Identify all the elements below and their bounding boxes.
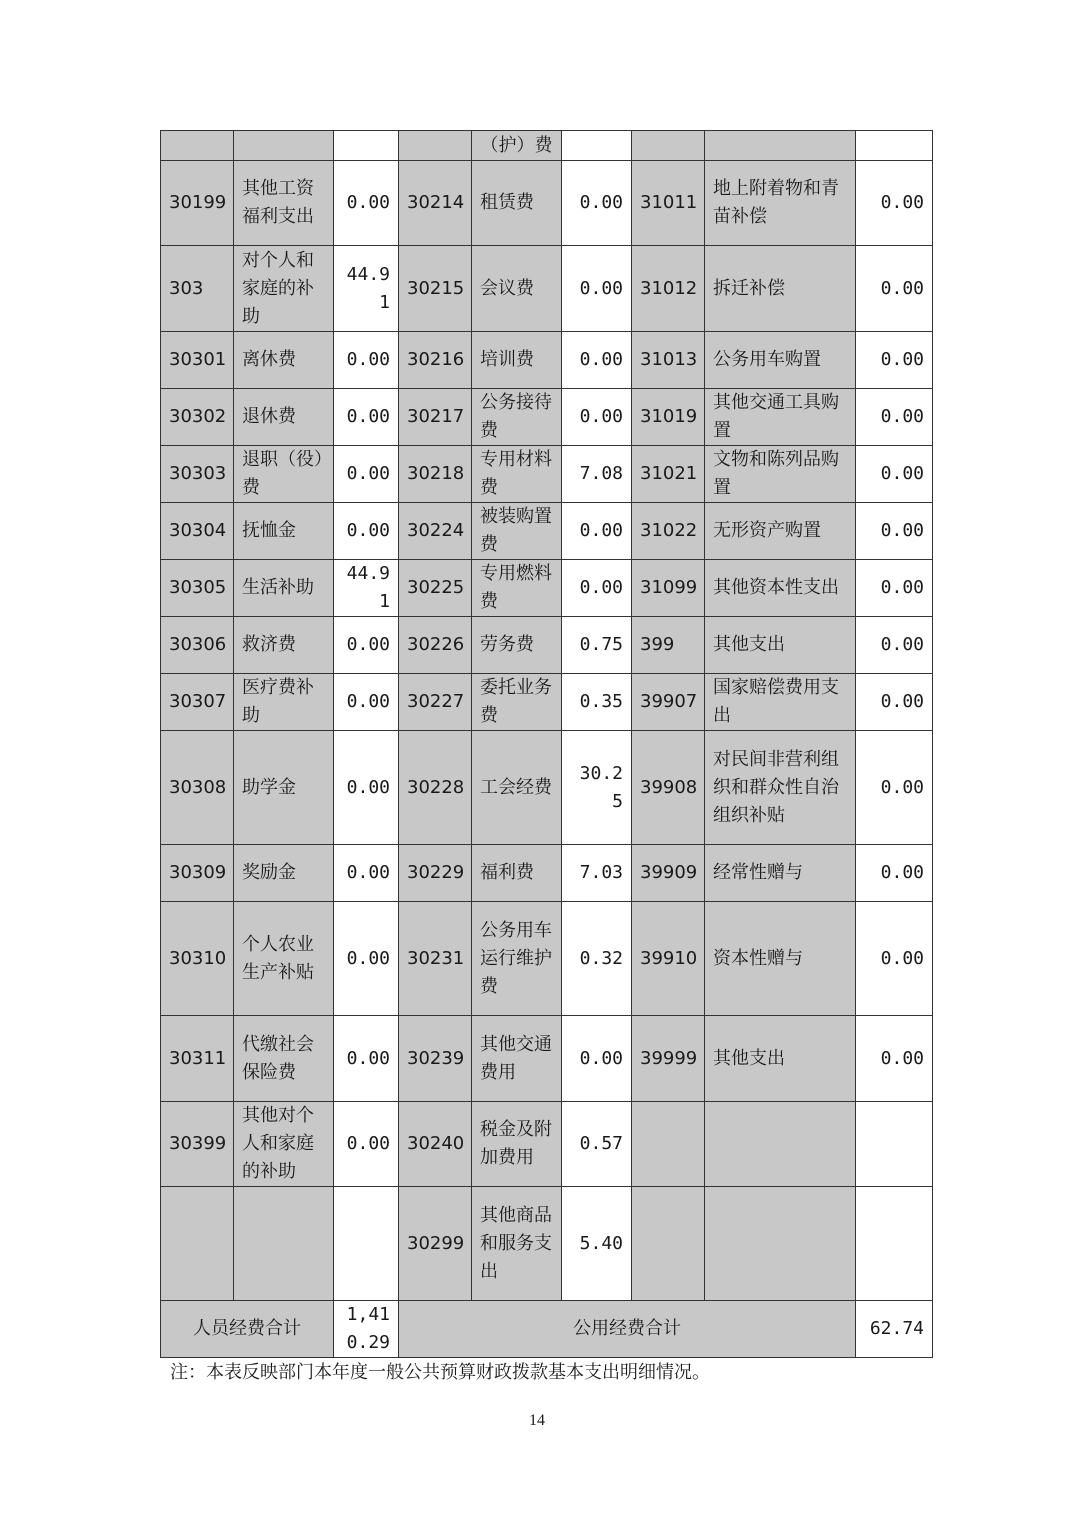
econ-name-cell: 其他工资福利支出 <box>234 161 334 246</box>
amount-cell: 0.00 <box>334 446 399 503</box>
econ-name-cell: 文物和陈列品购置 <box>705 446 856 503</box>
econ-code-cell: 30214 <box>399 161 472 246</box>
econ-name-cell: 工会经费 <box>472 731 562 845</box>
econ-code-cell: 31022 <box>632 503 705 560</box>
econ-name-cell: 退职（役）费 <box>234 446 334 503</box>
econ-code-cell: 39999 <box>632 1016 705 1102</box>
econ-name-cell: 公务用车购置 <box>705 332 856 389</box>
amount-cell: 0.00 <box>856 246 933 332</box>
econ-code-cell: 31019 <box>632 389 705 446</box>
amount-cell: 0.00 <box>334 731 399 845</box>
econ-code-cell: 39908 <box>632 731 705 845</box>
amount-cell: 44.91 <box>334 560 399 617</box>
table-note: 注：本表反映部门本年度一般公共预算财政拨款基本支出明细情况。 <box>170 1362 710 1383</box>
econ-name-cell: 拆迁补偿 <box>705 246 856 332</box>
amount-cell: 0.35 <box>562 674 632 731</box>
amount-cell <box>856 1102 933 1187</box>
econ-code-cell: 31013 <box>632 332 705 389</box>
amount-cell: 5.40 <box>562 1187 632 1301</box>
amount-cell: 0.00 <box>856 446 933 503</box>
econ-code-cell: 30218 <box>399 446 472 503</box>
econ-code-cell: 31099 <box>632 560 705 617</box>
amount-cell: 0.32 <box>562 902 632 1016</box>
amount-cell: 0.00 <box>856 1016 933 1102</box>
econ-code-cell: 39907 <box>632 674 705 731</box>
amount-cell: 7.08 <box>562 446 632 503</box>
econ-name-cell <box>705 1102 856 1187</box>
amount-cell: 0.00 <box>334 1016 399 1102</box>
econ-name-cell: 培训费 <box>472 332 562 389</box>
amount-cell: 0.00 <box>334 674 399 731</box>
amount-cell: 0.00 <box>562 503 632 560</box>
amount-cell: 0.00 <box>334 845 399 902</box>
econ-name-cell: 其他交通工具购置 <box>705 389 856 446</box>
amount-cell: 0.00 <box>856 674 933 731</box>
amount-cell: 0.00 <box>856 389 933 446</box>
table-row <box>161 560 933 617</box>
econ-code-cell: 39910 <box>632 902 705 1016</box>
econ-code-cell: 30310 <box>161 902 234 1016</box>
econ-name-cell: 奖励金 <box>234 845 334 902</box>
table-row <box>161 1016 933 1102</box>
public-total-label: 公用经费合计 <box>399 1301 856 1358</box>
amount-cell: 0.00 <box>334 1102 399 1187</box>
econ-name-cell: 资本性赠与 <box>705 902 856 1016</box>
econ-code-cell <box>632 131 705 161</box>
econ-code-cell: 30228 <box>399 731 472 845</box>
amount-cell: 0.00 <box>562 246 632 332</box>
econ-code-cell: 30225 <box>399 560 472 617</box>
econ-name-cell: 其他对个人和家庭的补助 <box>234 1102 334 1187</box>
amount-cell: 0.00 <box>856 617 933 674</box>
econ-name-cell: 被装购置费 <box>472 503 562 560</box>
econ-code-cell: 30307 <box>161 674 234 731</box>
econ-code-cell: 30227 <box>399 674 472 731</box>
amount-cell: 0.00 <box>856 332 933 389</box>
amount-cell <box>562 131 632 161</box>
econ-code-cell: 30239 <box>399 1016 472 1102</box>
econ-code-cell: 30305 <box>161 560 234 617</box>
econ-code-cell <box>399 131 472 161</box>
econ-name-cell: 会议费 <box>472 246 562 332</box>
expenditure-detail-table <box>160 130 933 1358</box>
amount-cell: 0.00 <box>334 332 399 389</box>
econ-name-cell: 救济费 <box>234 617 334 674</box>
table-row <box>161 161 933 246</box>
econ-code-cell: 30231 <box>399 902 472 1016</box>
econ-name-cell: 抚恤金 <box>234 503 334 560</box>
econ-name-cell: 对个人和家庭的补助 <box>234 246 334 332</box>
econ-name-cell: 租赁费 <box>472 161 562 246</box>
table-row <box>161 845 933 902</box>
econ-code-cell: 30226 <box>399 617 472 674</box>
econ-code-cell: 30199 <box>161 161 234 246</box>
table-row <box>161 389 933 446</box>
econ-code-cell: 30299 <box>399 1187 472 1301</box>
econ-name-cell: 福利费 <box>472 845 562 902</box>
amount-cell: 0.00 <box>334 161 399 246</box>
econ-code-cell: 30240 <box>399 1102 472 1187</box>
econ-code-cell: 30308 <box>161 731 234 845</box>
econ-name-cell: 专用材料费 <box>472 446 562 503</box>
econ-code-cell: 30399 <box>161 1102 234 1187</box>
econ-code-cell <box>161 131 234 161</box>
amount-cell <box>856 1187 933 1301</box>
amount-cell: 0.00 <box>856 503 933 560</box>
table-row <box>161 1187 933 1301</box>
amount-cell: 0.00 <box>562 161 632 246</box>
table-row <box>161 131 933 161</box>
econ-name-cell: 其他支出 <box>705 1016 856 1102</box>
econ-name-cell: 代缴社会保险费 <box>234 1016 334 1102</box>
amount-cell: 0.00 <box>856 845 933 902</box>
econ-name-cell: 个人农业生产补贴 <box>234 902 334 1016</box>
amount-cell: 0.00 <box>334 503 399 560</box>
table-row <box>161 446 933 503</box>
econ-code-cell: 30311 <box>161 1016 234 1102</box>
econ-code-cell <box>161 1187 234 1301</box>
amount-cell: 44.91 <box>334 246 399 332</box>
table-row <box>161 731 933 845</box>
econ-name-cell <box>705 1187 856 1301</box>
econ-code-cell: 30217 <box>399 389 472 446</box>
amount-cell: 0.00 <box>856 731 933 845</box>
table-row <box>161 1102 933 1187</box>
table-row <box>161 246 933 332</box>
econ-code-cell: 30301 <box>161 332 234 389</box>
amount-cell: 0.00 <box>856 902 933 1016</box>
totals-row <box>161 1301 933 1358</box>
table-body <box>161 131 933 1358</box>
page-number: 14 <box>529 1412 545 1429</box>
table-row <box>161 617 933 674</box>
personnel-total-value: 1,410.29 <box>334 1301 399 1358</box>
amount-cell <box>856 131 933 161</box>
table-row <box>161 674 933 731</box>
amount-cell: 0.00 <box>856 560 933 617</box>
econ-name-cell: 委托业务费 <box>472 674 562 731</box>
econ-code-cell: 30303 <box>161 446 234 503</box>
amount-cell: 0.00 <box>334 389 399 446</box>
public-total-value: 62.74 <box>856 1301 933 1358</box>
econ-code-cell: 30216 <box>399 332 472 389</box>
econ-name-cell <box>705 131 856 161</box>
econ-code-cell: 30224 <box>399 503 472 560</box>
econ-code-cell: 39909 <box>632 845 705 902</box>
amount-cell <box>334 131 399 161</box>
amount-cell: 0.00 <box>562 332 632 389</box>
econ-name-cell: 公务用车运行维护费 <box>472 902 562 1016</box>
econ-name-cell: 劳务费 <box>472 617 562 674</box>
econ-name-cell <box>234 1187 334 1301</box>
econ-code-cell: 30304 <box>161 503 234 560</box>
table-row <box>161 332 933 389</box>
econ-code-cell <box>632 1102 705 1187</box>
econ-name-cell: 其他支出 <box>705 617 856 674</box>
econ-code-cell: 399 <box>632 617 705 674</box>
amount-cell: 0.00 <box>334 902 399 1016</box>
econ-code-cell: 303 <box>161 246 234 332</box>
amount-cell: 0.00 <box>562 389 632 446</box>
table-row <box>161 902 933 1016</box>
econ-name-cell: 专用燃料费 <box>472 560 562 617</box>
econ-code-cell: 30302 <box>161 389 234 446</box>
amount-cell: 0.75 <box>562 617 632 674</box>
econ-name-cell: 医疗费补助 <box>234 674 334 731</box>
econ-name-cell <box>234 131 334 161</box>
econ-name-cell: 助学金 <box>234 731 334 845</box>
econ-name-cell: 退休费 <box>234 389 334 446</box>
econ-name-cell: （护）费 <box>472 131 562 161</box>
econ-name-cell: 其他交通费用 <box>472 1016 562 1102</box>
econ-name-cell: 生活补助 <box>234 560 334 617</box>
econ-name-cell: 无形资产购置 <box>705 503 856 560</box>
econ-name-cell: 其他商品和服务支出 <box>472 1187 562 1301</box>
amount-cell: 0.57 <box>562 1102 632 1187</box>
amount-cell: 0.00 <box>562 1016 632 1102</box>
amount-cell <box>334 1187 399 1301</box>
table-row <box>161 503 933 560</box>
econ-code-cell: 31021 <box>632 446 705 503</box>
econ-name-cell: 地上附着物和青苗补偿 <box>705 161 856 246</box>
amount-cell: 30.25 <box>562 731 632 845</box>
econ-code-cell <box>632 1187 705 1301</box>
amount-cell: 0.00 <box>562 560 632 617</box>
econ-code-cell: 30309 <box>161 845 234 902</box>
econ-code-cell: 30229 <box>399 845 472 902</box>
econ-code-cell: 30306 <box>161 617 234 674</box>
econ-name-cell: 其他资本性支出 <box>705 560 856 617</box>
econ-name-cell: 经常性赠与 <box>705 845 856 902</box>
amount-cell: 7.03 <box>562 845 632 902</box>
econ-name-cell: 对民间非营利组织和群众性自治组织补贴 <box>705 731 856 845</box>
econ-name-cell: 国家赔偿费用支出 <box>705 674 856 731</box>
econ-name-cell: 离休费 <box>234 332 334 389</box>
amount-cell: 0.00 <box>856 161 933 246</box>
personnel-total-label: 人员经费合计 <box>161 1301 334 1358</box>
amount-cell: 0.00 <box>334 617 399 674</box>
econ-code-cell: 31011 <box>632 161 705 246</box>
econ-code-cell: 31012 <box>632 246 705 332</box>
econ-name-cell: 公务接待费 <box>472 389 562 446</box>
econ-name-cell: 税金及附加费用 <box>472 1102 562 1187</box>
econ-code-cell: 30215 <box>399 246 472 332</box>
